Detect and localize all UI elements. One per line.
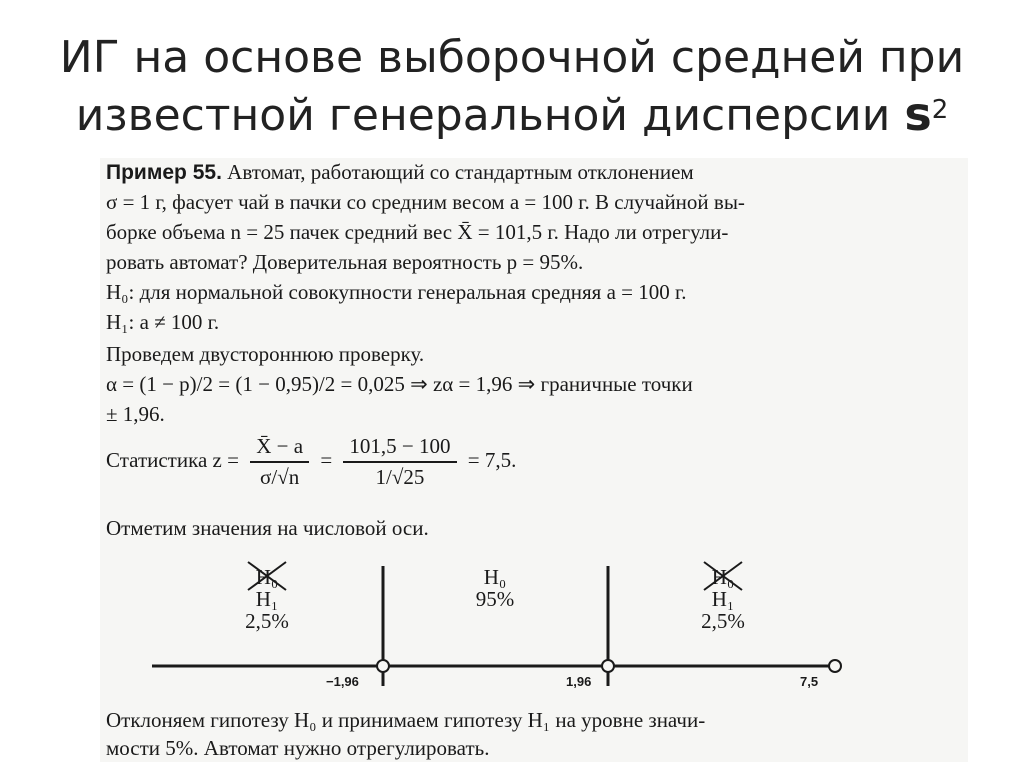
right-zone-h1: H₁ xyxy=(711,587,735,611)
tick-label-75: 7,5 xyxy=(800,674,819,689)
title-symbol: s xyxy=(904,87,932,141)
left-rejection-zone xyxy=(227,566,307,632)
point-minus-196 xyxy=(377,660,389,672)
left-zone-h0: H₀ xyxy=(255,565,279,589)
example-line-2: σ = 1 г, фасует чай в пачки со средним весом a = 100 г. В случайной вы- xyxy=(106,190,745,214)
hypothesis-h1: H₁: a ≠ 100 г. xyxy=(106,310,220,334)
statistic-label: Статистика z = xyxy=(106,447,239,472)
title-power: 2 xyxy=(931,95,949,125)
two-sided-test: Проведем двустороннюю проверку. xyxy=(106,342,425,366)
acceptance-zone xyxy=(455,566,535,610)
tick-label-minus-196: −1,96 xyxy=(326,674,359,689)
point-statistic-75 xyxy=(829,660,841,672)
right-zone-pct: 2,5% xyxy=(701,609,745,633)
fraction-general-numerator: X̄ − a xyxy=(250,434,309,463)
boundary-points: ± 1,96. xyxy=(106,402,165,426)
fraction-numeric-denominator: 1/√25 xyxy=(375,465,425,489)
example-label: Пример 55. xyxy=(106,161,222,184)
axis-intro: Отметим значения на числовой оси. xyxy=(106,516,429,540)
number-axis xyxy=(100,158,968,762)
conclusion-line-1: Отклоняем гипотезу H₀ и принимаем гипотезу H₁ на уровне значи- xyxy=(106,708,706,732)
middle-zone-h0: H₀ xyxy=(483,565,507,589)
scanned-page xyxy=(100,158,968,762)
example-line-3: борке объема n = 25 пачек средний вес X̄ = 101,5 г. Надо ли отрегули- xyxy=(106,220,729,244)
tick-label-plus-196: 1,96 xyxy=(566,674,592,689)
alpha-formula: α = (1 − p)/2 = (1 − 0,95)/2 = 0,025 ⇒ zα = 1,96 ⇒ граничные точки xyxy=(106,372,693,396)
right-zone-h0: H₀ xyxy=(711,565,735,589)
title-line-2-text: известной генеральной дисперсии xyxy=(75,90,891,141)
fraction-numeric-numerator: 101,5 − 100 xyxy=(343,434,456,463)
example-line-1-text: Автомат, работающий со стандартным отклонением xyxy=(227,160,694,184)
left-zone-pct: 2,5% xyxy=(245,609,289,633)
example-line-4: ровать автомат? Доверительная вероятность p = 95%. xyxy=(106,250,584,274)
fraction-general-denominator: σ/√n xyxy=(260,465,300,489)
conclusion-line-2: мости 5%. Автомат нужно отрегулировать. xyxy=(106,736,490,760)
title-line-1: ИГ на основе выборочной средней при xyxy=(59,32,965,83)
middle-zone-pct: 95% xyxy=(475,587,515,611)
title-line-2 xyxy=(0,86,1024,144)
left-zone-h1: H₁ xyxy=(255,587,279,611)
statistic-result: = 7,5. xyxy=(467,447,517,472)
hypothesis-h0: H₀: для нормальной совокупности генеральная средняя a = 100 г. xyxy=(106,280,687,304)
equals-sign: = xyxy=(320,447,333,472)
right-rejection-zone xyxy=(683,566,763,632)
point-plus-196 xyxy=(602,660,614,672)
slide-title xyxy=(0,30,1024,144)
